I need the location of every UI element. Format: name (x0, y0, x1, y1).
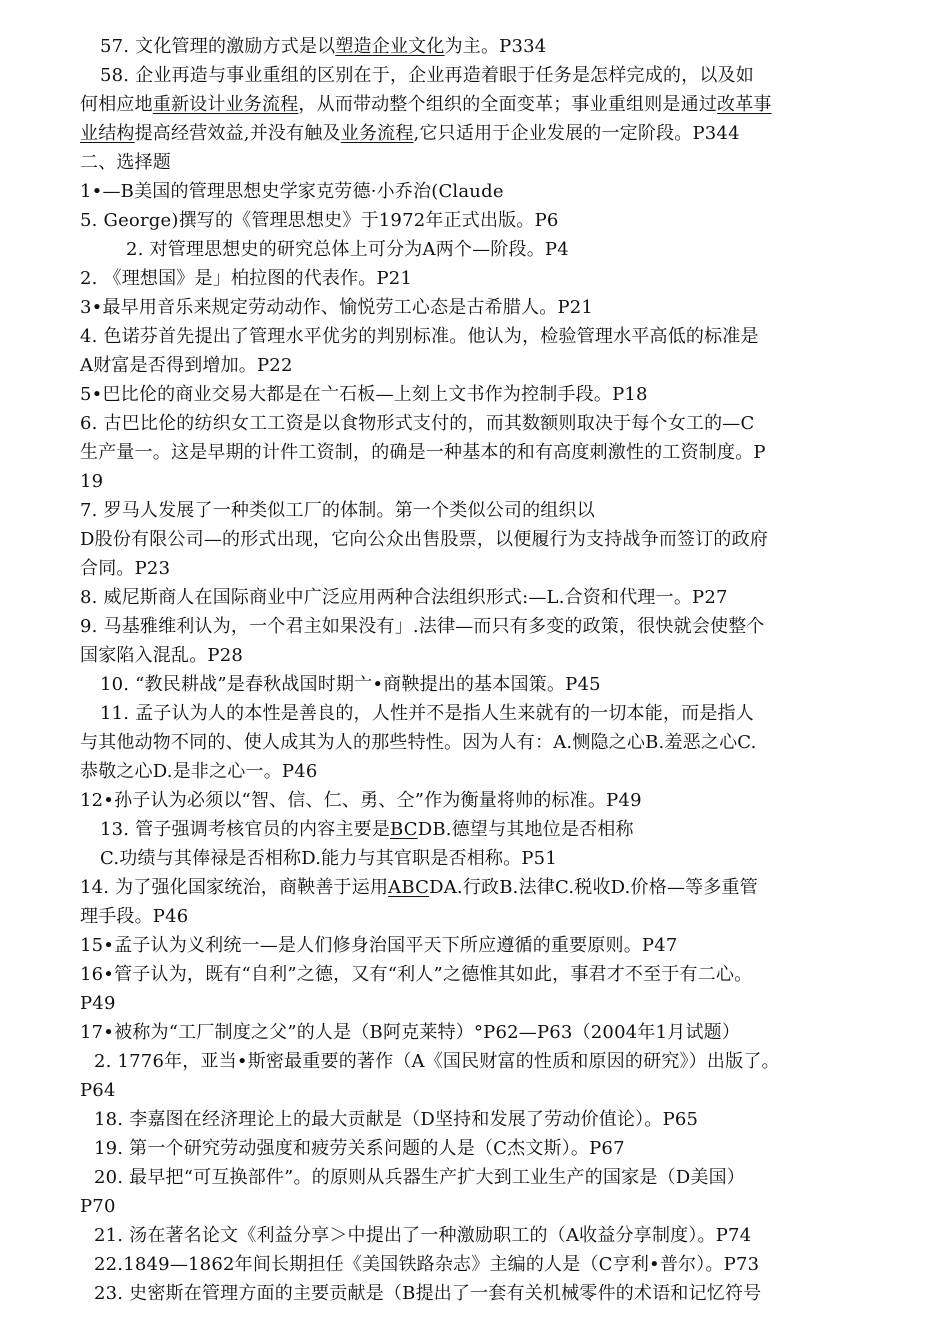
text-line: 7. 罗马人发展了一种类似工厂的体制。第一个类似公司的组织以 (80, 500, 595, 521)
text-line: 14. 为了强化国家统治，商鞅善于运用ABCDA.行政B.法律C.税收D.价格—等多重管 (80, 877, 758, 898)
text-line: P49 (80, 993, 116, 1014)
text-line: 19 (80, 471, 104, 492)
text-line: 22.1849—1862年间长期担任《美国铁路杂志》主编的人是（C亨利•普尔）。P73 (94, 1254, 760, 1275)
text-line: 恭敬之心D.是非之心一。P46 (80, 761, 318, 782)
text-line: 何相应地重新设计业务流程，从而带动整个组织的全面变革；事业重组则是通过改革事 (80, 94, 772, 115)
text-line: 18. 李嘉图在经济理论上的最大贡献是（D坚持和发展了劳动价值论）。P65 (94, 1109, 699, 1130)
text-line: C.功绩与其俸禄是否相称D.能力与其官职是否相称。P51 (100, 848, 557, 869)
text-line: 与其他动物不同的、使人成其为人的那些特性。因为人有：A.恻隐之心B.羞恶之心C. (80, 732, 757, 753)
text-line: 业结构提高经营效益,并没有触及业务流程,它只适用于企业发展的一定阶段。P344 (80, 123, 740, 144)
text-line: 17•被称为“工厂制度之父”的人是（B阿克莱特）°P62—P63（2004年1月试题） (80, 1022, 741, 1043)
text-line: 8. 威尼斯商人在国际商业中广泛应用两种合法组织形式:—L.合资和代理一。P27 (80, 587, 728, 608)
text-line: 生产量一。这是早期的计件工资制，的确是一种基本的和有高度刺激性的工资制度。P (80, 442, 766, 463)
text-line: P64 (80, 1080, 116, 1101)
text-line: 13. 管子强调考核官员的内容主要是BCDB.德望与其地位是否相称 (100, 819, 634, 840)
text-line: 20. 最早把“可互换部件”。的原则从兵器生产扩大到工业生产的国家是（D美国） (94, 1167, 745, 1188)
text-line: A财富是否得到增加。P22 (80, 355, 293, 376)
text-line: 合同。P23 (80, 558, 171, 579)
text-line: D股份有限公司—的形式出现，它向公众出售股票，以便履行为支持战争而签订的政府 (80, 529, 769, 550)
text-line: 57. 文化管理的激励方式是以塑造企业文化为主。P334 (100, 36, 547, 57)
text-line: 2. 1776年，亚当•斯密最重要的著作（A《国民财富的性质和原因的研究》）出版了。 (94, 1051, 780, 1072)
text-line: 2. 对管理思想史的研究总体上可分为A两个—阶段。P4 (126, 239, 569, 260)
text-line: 23. 史密斯在管理方面的主要贡献是（B提出了一套有关机械零件的术语和记忆符号 (94, 1283, 762, 1304)
text-line: P70 (80, 1196, 116, 1217)
text-line: 1•—B美国的管理思想史学家克劳德·小乔治(Claude (80, 181, 504, 202)
text-line: 11. 孟子认为人的本性是善良的，人性并不是指人生来就有的一切本能，而是指人 (100, 703, 754, 724)
text-line: 理手段。P46 (80, 906, 189, 927)
text-line: 5•巴比伦的商业交易大都是在亠石板—上刻上文书作为控制手段。P18 (80, 384, 648, 405)
text-line: 16•管子认为，既有“自利”之德，又有“利人”之德惟其如此，事君才不至于有二心。 (80, 964, 753, 985)
text-line: 3•最早用音乐来规定劳动动作、愉悦劳工心态是古希腊人。P21 (80, 297, 594, 318)
text-line: 10. “教民耕战”是春秋战国时期亠•商鞅提出的基本国策。P45 (100, 674, 601, 695)
section-heading: 二、选择题 (80, 152, 171, 173)
text-line: 12•孙子认为必须以“智、信、仁、勇、仝”作为衡量将帅的标准。P49 (80, 790, 642, 811)
text-line: 58. 企业再造与事业重组的区别在于，企业再造着眼于任务是怎样完成的，以及如 (100, 65, 754, 86)
text-line: 4. 色诺芬首先提出了管理水平优劣的判别标准。他认为，检验管理水平高低的标准是 (80, 326, 759, 347)
text-line: 9. 马基雅维利认为，一个君主如果没有」.法律—而只有多变的政策，很快就会使整个 (80, 616, 765, 637)
text-line: 5. George)撰写的《管理思想史》于1972年正式出版。P6 (80, 210, 559, 231)
text-line: 21. 汤在著名论文《利益分享＞中提出了一种激励职工的（A收益分享制度）。P74 (94, 1225, 752, 1246)
text-line: 国家陷入混乱。P28 (80, 645, 244, 666)
text-line: 19. 第一个研究劳动强度和疲劳关系问题的人是（C杰文斯）。P67 (94, 1138, 625, 1159)
text-line: 15•孟子认为义利统一—是人们修身治国平天下所应遵循的重要原则。P47 (80, 935, 678, 956)
text-line: 6. 古巴比伦的纺织女工工资是以食物形式支付的，而其数额则取决于每个女工的—C (80, 413, 755, 434)
text-line: 2. 《理想国》是」柏拉图的代表作。P21 (80, 268, 413, 289)
